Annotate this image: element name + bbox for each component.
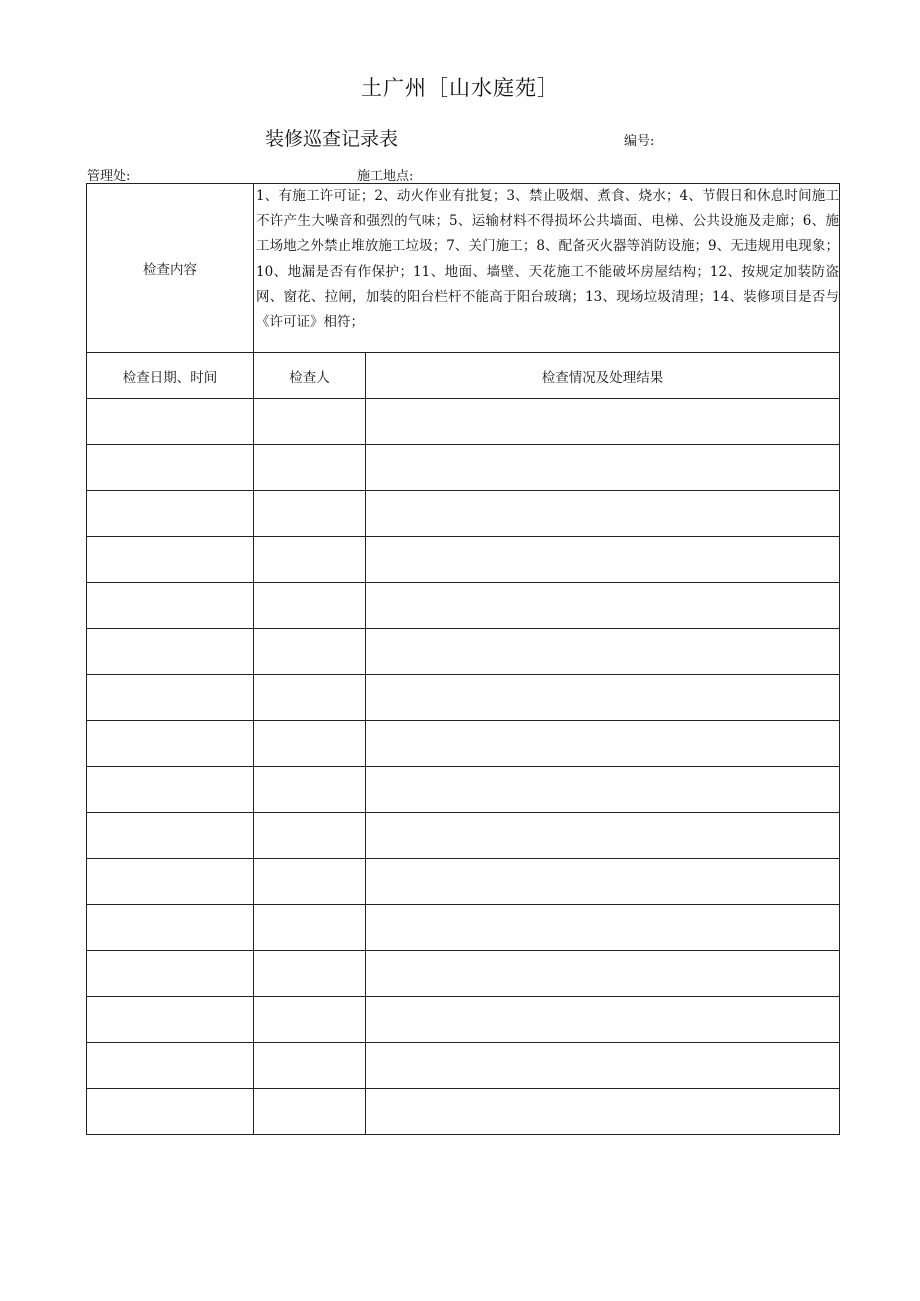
result-cell[interactable]: [366, 905, 840, 951]
inspection-table: [86, 183, 840, 1135]
inspector-cell[interactable]: [254, 767, 366, 813]
table-row: [87, 951, 840, 997]
inspector-cell[interactable]: [254, 491, 366, 537]
inspector-cell[interactable]: [254, 997, 366, 1043]
inspection-content-text: 1、有施工许可证；2、动火作业有批复；3、禁止吸烟、煮食、烧水；4、节假日和休息时间施工不许产生大噪音和强烈的气味；5、运输材料不得损坏公共墙面、电梯、公共设施及走廊；6、施工场地之外禁止堆放施工垃圾；7、关门施工；8、配备灭火器等消防设施；9、无违规用电现象；10、地漏是否有作保护；11、地面、墙壁、天花施工不能破坏房屋结构；12、按规定加装防盗网、窗花、拉闸，加装的阳台栏杆不能高于阳台玻璃；13、现场垃圾清理；14、装修项目是否与《许可证》相符；: [254, 184, 840, 353]
column-header-row: [87, 353, 840, 399]
inspector-cell[interactable]: [254, 583, 366, 629]
result-cell[interactable]: [366, 813, 840, 859]
management-office-label: 管理处:: [87, 169, 131, 184]
date-time-cell[interactable]: [87, 767, 254, 813]
construction-site-label: 施工地点:: [357, 169, 414, 184]
inspector-cell[interactable]: [254, 629, 366, 675]
serial-number-label: 编号:: [624, 134, 655, 149]
result-cell[interactable]: [366, 1089, 840, 1135]
inspector-cell[interactable]: [254, 537, 366, 583]
date-time-cell[interactable]: [87, 491, 254, 537]
table-row: [87, 1089, 840, 1135]
inspection-content-label: 检查内容: [87, 184, 254, 353]
result-cell[interactable]: [366, 767, 840, 813]
table-row: [87, 675, 840, 721]
inspector-cell[interactable]: [254, 1089, 366, 1135]
inspector-cell[interactable]: [254, 1043, 366, 1089]
result-cell[interactable]: [366, 721, 840, 767]
result-cell[interactable]: [366, 629, 840, 675]
result-cell[interactable]: [366, 859, 840, 905]
table-row: [87, 491, 840, 537]
date-time-cell[interactable]: [87, 951, 254, 997]
table-row: [87, 905, 840, 951]
date-time-cell[interactable]: [87, 445, 254, 491]
form-subtitle: 装修巡查记录表: [265, 128, 399, 150]
table-row: [87, 445, 840, 491]
inspector-cell[interactable]: [254, 951, 366, 997]
date-time-cell[interactable]: [87, 583, 254, 629]
table-row: [87, 1043, 840, 1089]
result-cell[interactable]: [366, 675, 840, 721]
result-cell[interactable]: [366, 399, 840, 445]
inspector-cell[interactable]: [254, 905, 366, 951]
date-time-cell[interactable]: [87, 721, 254, 767]
inspector-cell[interactable]: [254, 859, 366, 905]
table-row: [87, 813, 840, 859]
result-cell[interactable]: [366, 997, 840, 1043]
result-cell[interactable]: [366, 491, 840, 537]
table-row: [87, 859, 840, 905]
date-time-cell[interactable]: [87, 399, 254, 445]
column-header-date-time: 检查日期、时间: [87, 353, 254, 399]
inspector-cell[interactable]: [254, 399, 366, 445]
column-header-inspector: 检查人: [254, 353, 366, 399]
result-cell[interactable]: [366, 445, 840, 491]
result-cell[interactable]: [366, 583, 840, 629]
table-row: [87, 721, 840, 767]
table-row: [87, 629, 840, 675]
table-row: [87, 399, 840, 445]
table-row: [87, 537, 840, 583]
date-time-cell[interactable]: [87, 1089, 254, 1135]
date-time-cell[interactable]: [87, 813, 254, 859]
inspector-cell[interactable]: [254, 445, 366, 491]
date-time-cell[interactable]: [87, 675, 254, 721]
inspector-cell[interactable]: [254, 813, 366, 859]
column-header-result: 检查情况及处理结果: [366, 353, 840, 399]
table-row: [87, 583, 840, 629]
inspector-cell[interactable]: [254, 675, 366, 721]
date-time-cell[interactable]: [87, 537, 254, 583]
result-cell[interactable]: [366, 1043, 840, 1089]
table-row: [87, 767, 840, 813]
inspector-cell[interactable]: [254, 721, 366, 767]
table-row: [87, 997, 840, 1043]
date-time-cell[interactable]: [87, 629, 254, 675]
date-time-cell[interactable]: [87, 997, 254, 1043]
result-cell[interactable]: [366, 951, 840, 997]
result-cell[interactable]: [366, 537, 840, 583]
date-time-cell[interactable]: [87, 859, 254, 905]
date-time-cell[interactable]: [87, 1043, 254, 1089]
inspection-content-row: [87, 184, 840, 353]
date-time-cell[interactable]: [87, 905, 254, 951]
document-title: 土广州［山水庭苑］: [361, 76, 559, 100]
